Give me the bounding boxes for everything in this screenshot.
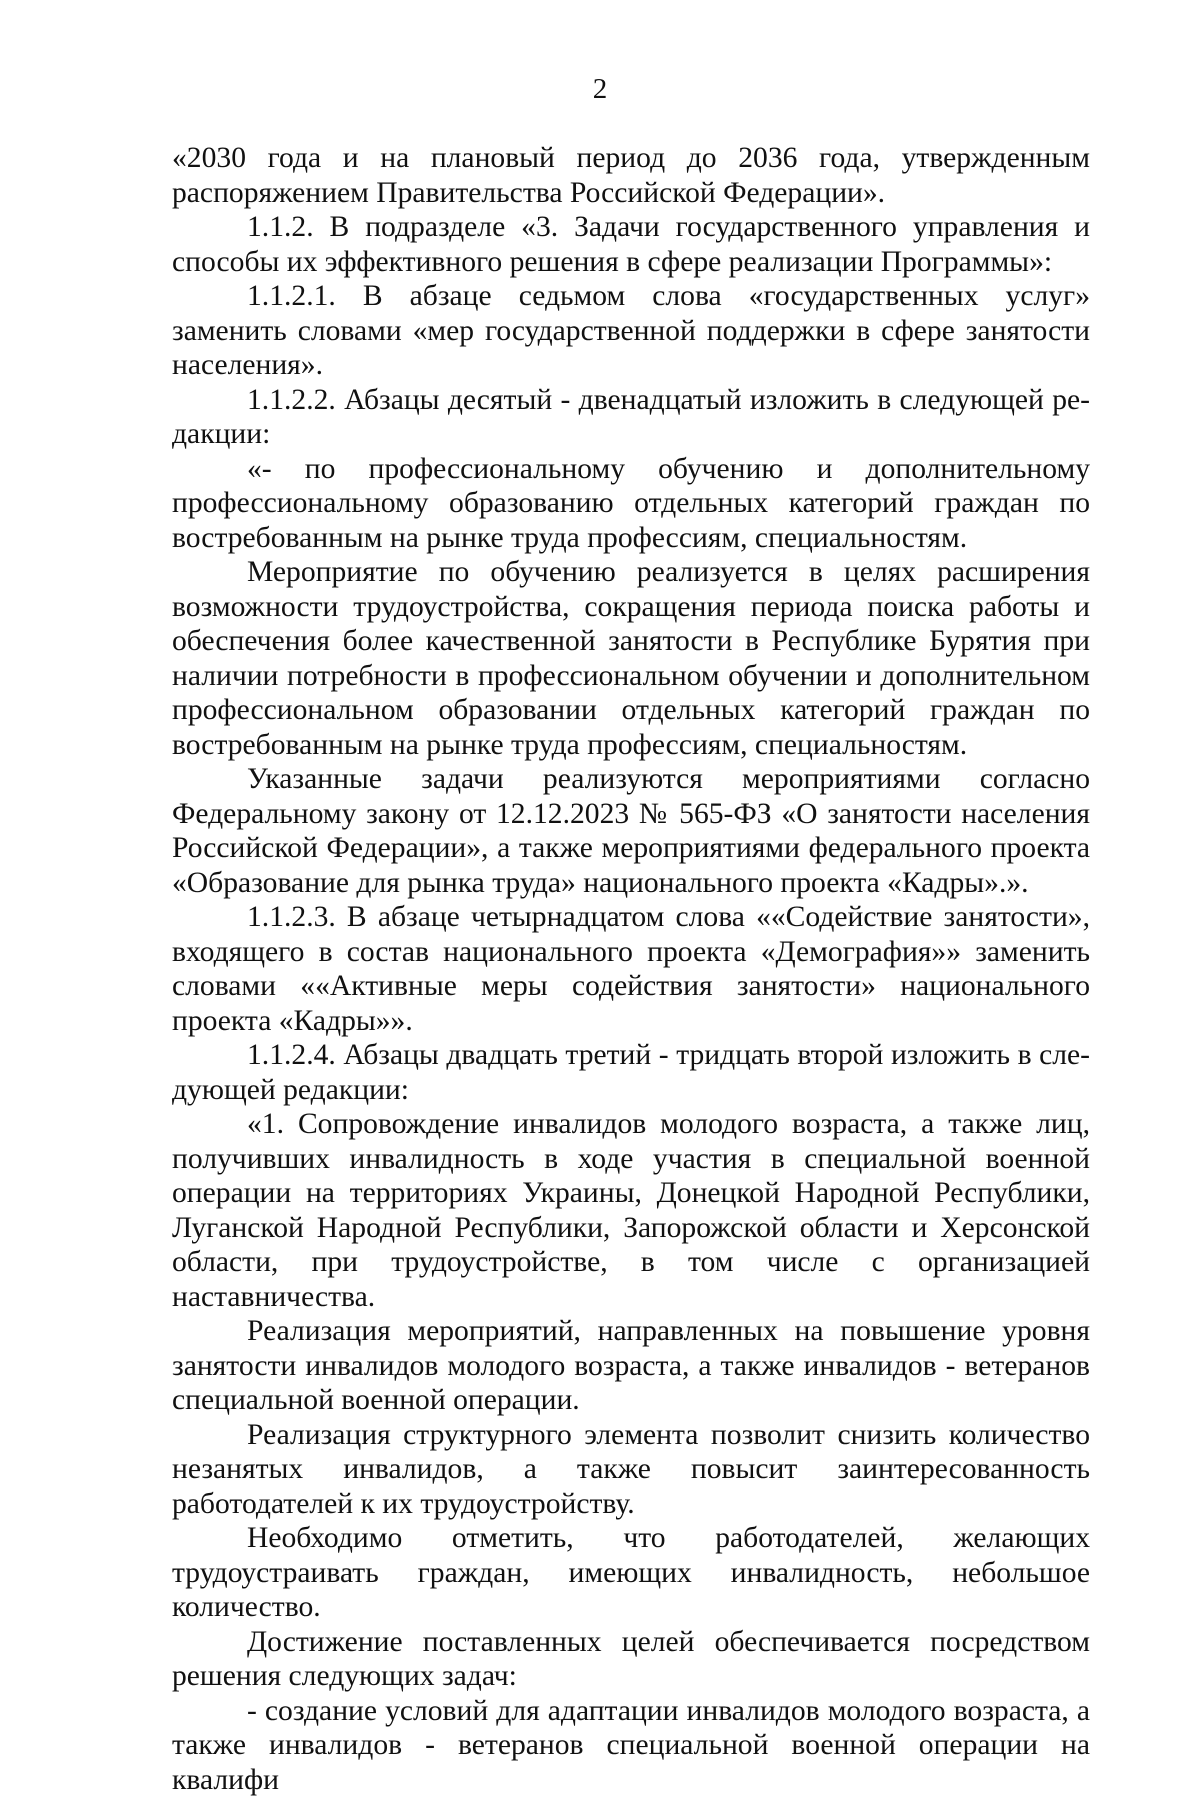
page-number: 2 — [0, 72, 1200, 106]
paragraph: 1.1.2.2. Абзацы десятый - двенадцатый изложить в следующей редакции: — [172, 383, 1090, 452]
paragraph: 1.1.2.1. В абзаце седьмом слова «государственных услуг» заменить словами «мер государственной поддержки в сфере занятости населения». — [172, 279, 1090, 383]
paragraph: Указанные задачи реализуются мероприятиями согласно Федеральному закону от 12.12.2023 № 565-ФЗ «О занятости населения Российской Федерации», а также мероприятиями федерального проекта «Образование для рынка труда» национального проекта «Кадры».». — [172, 762, 1090, 900]
paragraph: Необходимо отметить, что работодателей, желающих трудоустраивать граждан, имеющих инвалидность, небольшое количество. — [172, 1521, 1090, 1625]
paragraph: Достижение поставленных целей обеспечивается посредством решения следующих задач: — [172, 1625, 1090, 1694]
paragraph: 1.1.2.3. В абзаце четырнадцатом слова ««Содействие занятости», входящего в состав национального проекта «Демография»» заменить словами ««Активные меры содействия занятости» национального проекта «Кадры»». — [172, 900, 1090, 1038]
paragraph: 1.1.2.4. Абзацы двадцать третий - тридцать второй изложить в следующей редакции: — [172, 1038, 1090, 1107]
paragraph: Реализация мероприятий, направленных на повышение уровня занятости инвалидов молодого возраста, а также инвалидов - ветеранов специальной военной операции. — [172, 1314, 1090, 1418]
paragraph: - создание условий для адаптации инвалидов молодого возраста, а также инвалидов - ветеранов специальной военной операции на квалифи — [172, 1694, 1090, 1797]
paragraph: «2030 года и на плановый период до 2036 года, утвержденным распоряжением Правительства Российской Федерации». — [172, 141, 1090, 210]
paragraph: Реализация структурного элемента позволит снизить количество незанятых инвалидов, а также повысит заинтересованность работодателей к их трудоустройству. — [172, 1418, 1090, 1522]
document-body — [172, 141, 1090, 1797]
paragraph: Мероприятие по обучению реализуется в целях расширения возможности трудоустройства, сокращения периода поиска работы и обеспечения более качественной занятости в Республике Бурятия при наличии потребности в профессиональном обучении и дополнительном профессиональном образовании отдельных категорий граждан по востребованным на рынке труда профессиям, специальностям. — [172, 555, 1090, 762]
paragraph: «1. Сопровождение инвалидов молодого возраста, а также лиц, получивших инвалидность в ходе участия в специальной военной операции на территориях Украины, Донецкой Народной Республики, Луганской Народной Республики, Запорожской области и Херсонской области, при трудоустройстве, в том числе с организацией наставничества. — [172, 1107, 1090, 1314]
paragraph: 1.1.2. В подразделе «3. Задачи государственного управления и способы их эффективного решения в сфере реализации Программы»: — [172, 210, 1090, 279]
paragraph: «- по профессиональному обучению и дополнительному профессиональному образованию отдельных категорий граждан по востребованным на рынке труда профессиям, специальностям. — [172, 452, 1090, 556]
